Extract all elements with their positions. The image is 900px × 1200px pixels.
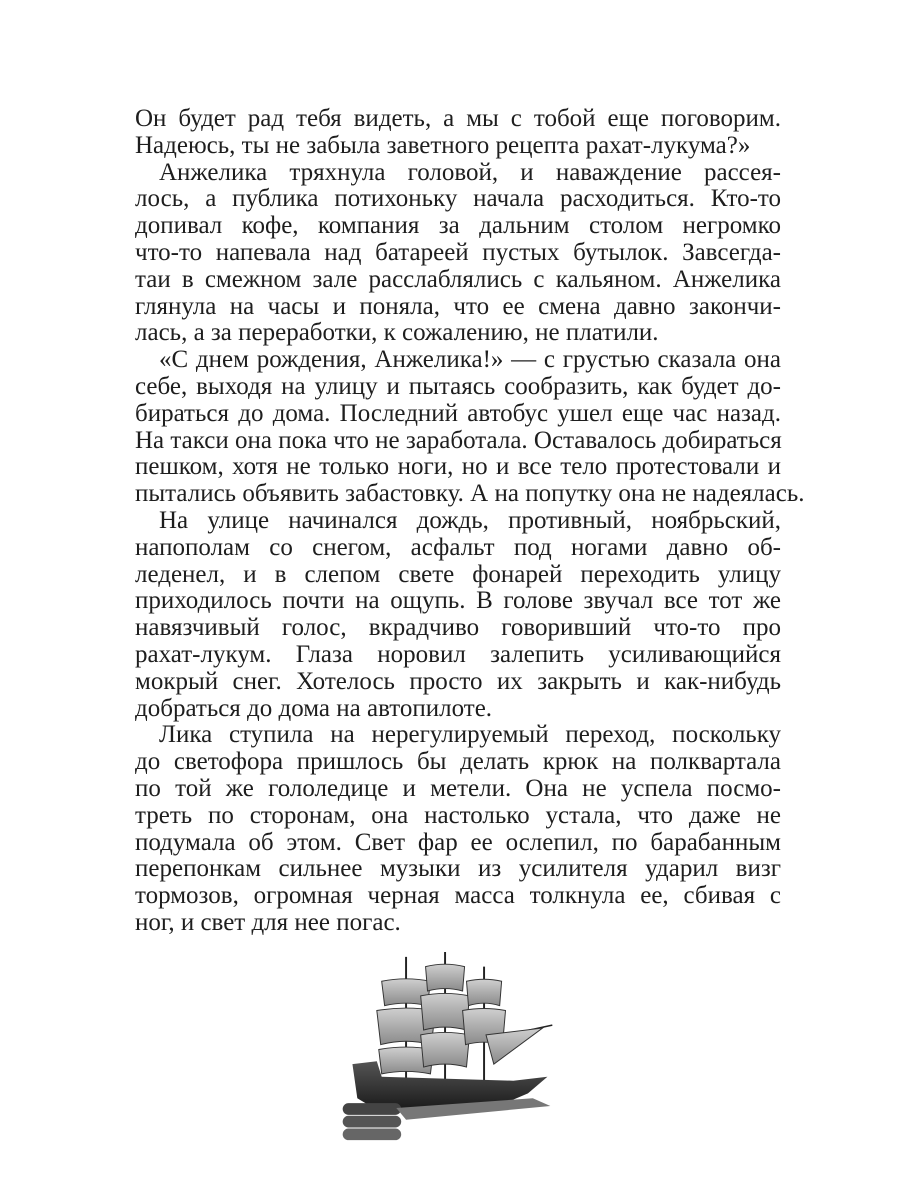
text-line: по той же гололедице и метели. Она не успела посмо- xyxy=(135,774,781,802)
text-line: Анжелика тряхнула головой, и наваждение рассея- xyxy=(159,158,781,186)
text-line: рахат-лукум. Глаза норовил залепить усиливающийся xyxy=(135,640,781,668)
text-line: На такси она пока что не заработала. Оставалось добираться xyxy=(135,426,782,454)
text-line: Надеюсь, ты не забыла заветного рецепта рахат-лукума?» xyxy=(135,131,751,159)
text-line: Лика ступила на нерегулируемый переход, поскольку xyxy=(159,721,781,749)
text-line: лась, а за переработки, к сожалению, не платили. xyxy=(135,319,659,347)
text-line: треть по сторонам, она настолько устала, что даже не xyxy=(135,801,781,829)
text-line: мокрый снег. Хотелось просто их закрыть и как-нибудь xyxy=(135,667,781,695)
text-line: до светофора пришлось бы делать крюк на полквартала xyxy=(135,748,781,776)
book-text xyxy=(135,105,805,937)
text-line: «С днем рождения, Анжелика!» — с грустью сказала она xyxy=(159,346,781,374)
text-line: пытались объявить забастовку. А на попутку она не надеялась. xyxy=(135,480,805,508)
text-line: тормозов, огромная черная масса толкнула ее, сбивая с xyxy=(135,882,781,910)
ship-illustration xyxy=(335,952,560,1147)
text-line: глянула на часы и поняла, что ее смена давно закончи- xyxy=(135,292,781,320)
text-line: напополам со снегом, асфальт под ногами давно об- xyxy=(135,533,781,561)
text-line: навязчивый голос, вкрадчиво говоривший что-то про xyxy=(135,614,781,642)
text-line: ног, и свет для нее погас. xyxy=(135,908,401,936)
text-line: добраться до дома на автопилоте. xyxy=(135,694,493,722)
text-line: допивал кофе, компания за дальним столом негромко xyxy=(135,212,781,240)
text-line: подумала об этом. Свет фар ее ослепил, по барабанным xyxy=(135,828,781,856)
text-line: леденел, и в слепом свете фонарей переходить улицу xyxy=(135,560,781,588)
text-line: пешком, хотя не только ноги, но и все тело протестовали и xyxy=(135,453,781,481)
text-line: бираться до дома. Последний автобус ушел еще час назад. xyxy=(135,399,781,427)
text-line: лось, а публика потихоньку начала расходиться. Кто-то xyxy=(135,185,781,213)
text-line: перепонкам сильнее музыки из усилителя ударил визг xyxy=(135,855,781,883)
text-line: что-то напевала над батареей пустых бутылок. Завсегда- xyxy=(135,238,781,266)
text-line: На улице начинался дождь, противный, ноябрьский, xyxy=(159,506,781,534)
text-line: таи в смежном зале расслаблялись с кальяном. Анжелика xyxy=(135,265,781,293)
text-line: Он будет рад тебя видеть, а мы с тобой еще поговорим. xyxy=(135,105,781,132)
text-line: себе, выходя на улицу и пытаясь сообразить, как будет до- xyxy=(135,372,781,400)
text-line: приходилось почти на ощупь. В голове звучал все тот же xyxy=(135,587,781,615)
